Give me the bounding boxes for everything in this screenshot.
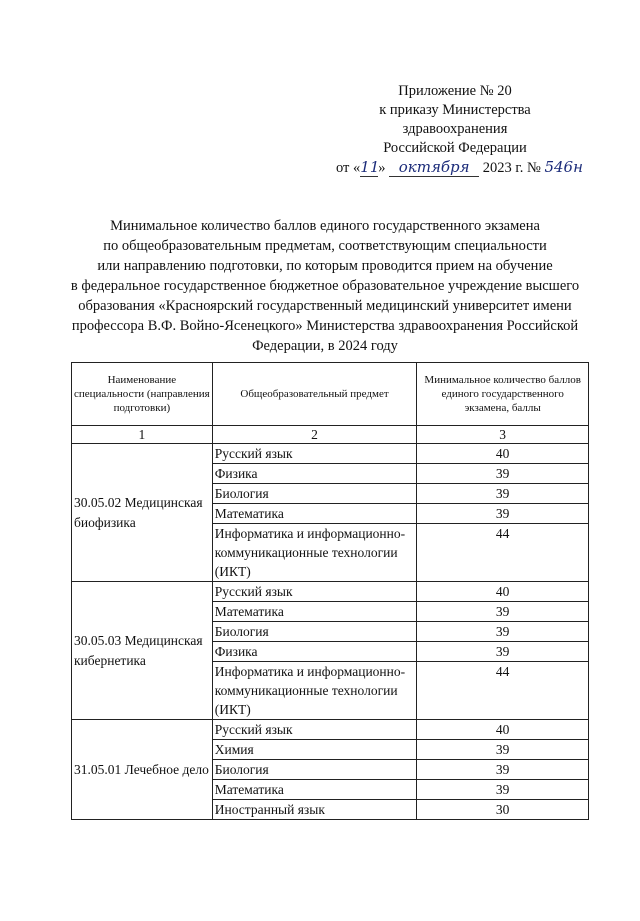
header-subject: Общеобразовательный предмет — [212, 363, 417, 426]
order-date-line — [336, 158, 626, 177]
title-line: образования «Красноярский государственный медицинский университет имени — [78, 298, 572, 314]
date-prefix: от « — [336, 160, 361, 176]
appendix-block — [330, 82, 580, 158]
table-header-row — [72, 363, 589, 426]
column-number: 3 — [417, 426, 589, 444]
subject-cell: Информатика и информационно-коммуникационные технологии (ИКТ) — [212, 524, 417, 582]
date-year: 2023 г. № — [482, 160, 541, 176]
title-line: по общеобразовательным предметам, соответствующим специальности — [103, 238, 547, 254]
subject-cell: Физика — [212, 642, 417, 662]
date-quote-close: » — [378, 160, 386, 176]
specialty-cell: 31.05.01 Лечебное дело — [72, 720, 213, 820]
score-cell: 44 — [417, 524, 589, 582]
subject-cell: Информатика и информационно-коммуникационные технологии (ИКТ) — [212, 662, 417, 720]
title-line: в федеральное государственное бюджетное образовательное учреждение высшего — [70, 278, 580, 294]
header-specialty: Наименование специальности (направления подготовки) — [72, 363, 213, 426]
score-cell: 39 — [417, 602, 589, 622]
subject-cell: Химия — [212, 740, 417, 760]
header-min-score: Минимальное количество баллов единого государственного экзамена, баллы — [417, 363, 589, 426]
score-cell: 40 — [417, 444, 589, 464]
subject-cell: Биология — [212, 484, 417, 504]
score-cell: 40 — [417, 582, 589, 602]
handwritten-month: октября — [389, 158, 479, 177]
subject-cell: Иностранный язык — [212, 800, 417, 820]
subject-cell: Русский язык — [212, 720, 417, 740]
appendix-country: Российской Федерации — [383, 140, 527, 156]
table-row — [72, 444, 589, 464]
table-row — [72, 720, 589, 740]
score-cell: 44 — [417, 662, 589, 720]
document-title — [60, 216, 590, 356]
title-line: или направлению подготовки, по которым проводится прием на обучение — [97, 258, 553, 274]
title-line: Минимальное количество баллов единого государственного экзамена — [110, 218, 540, 234]
score-cell: 39 — [417, 760, 589, 780]
subject-cell: Математика — [212, 780, 417, 800]
score-cell: 39 — [417, 484, 589, 504]
subject-cell: Физика — [212, 464, 417, 484]
column-number-row — [72, 426, 589, 444]
score-cell: 30 — [417, 800, 589, 820]
score-cell: 39 — [417, 642, 589, 662]
subject-cell: Математика — [212, 504, 417, 524]
handwritten-day: 11 — [360, 158, 380, 176]
column-number: 1 — [72, 426, 213, 444]
scores-table — [71, 362, 589, 820]
score-cell: 39 — [417, 464, 589, 484]
subject-cell: Биология — [212, 760, 417, 780]
specialty-cell: 30.05.02 Медицинская биофизика — [72, 444, 213, 582]
appendix-number: Приложение № 20 — [398, 83, 512, 99]
appendix-order-ref: к приказу Министерства — [379, 102, 531, 118]
title-line: профессора В.Ф. Войно-Ясенецкого» Министерства здравоохранения Российской — [71, 318, 579, 334]
subject-cell: Математика — [212, 602, 417, 622]
score-cell: 39 — [417, 622, 589, 642]
handwritten-order-number: 546н — [544, 158, 583, 176]
subject-cell: Биология — [212, 622, 417, 642]
score-cell: 40 — [417, 720, 589, 740]
subject-cell: Русский язык — [212, 582, 417, 602]
column-number: 2 — [212, 426, 417, 444]
specialty-cell: 30.05.03 Медицинская кибернетика — [72, 582, 213, 720]
table-row — [72, 582, 589, 602]
score-cell: 39 — [417, 780, 589, 800]
title-line: Федерации, в 2024 году — [252, 338, 398, 354]
score-cell: 39 — [417, 740, 589, 760]
score-cell: 39 — [417, 504, 589, 524]
appendix-ministry: здравоохранения — [402, 121, 508, 137]
subject-cell: Русский язык — [212, 444, 417, 464]
